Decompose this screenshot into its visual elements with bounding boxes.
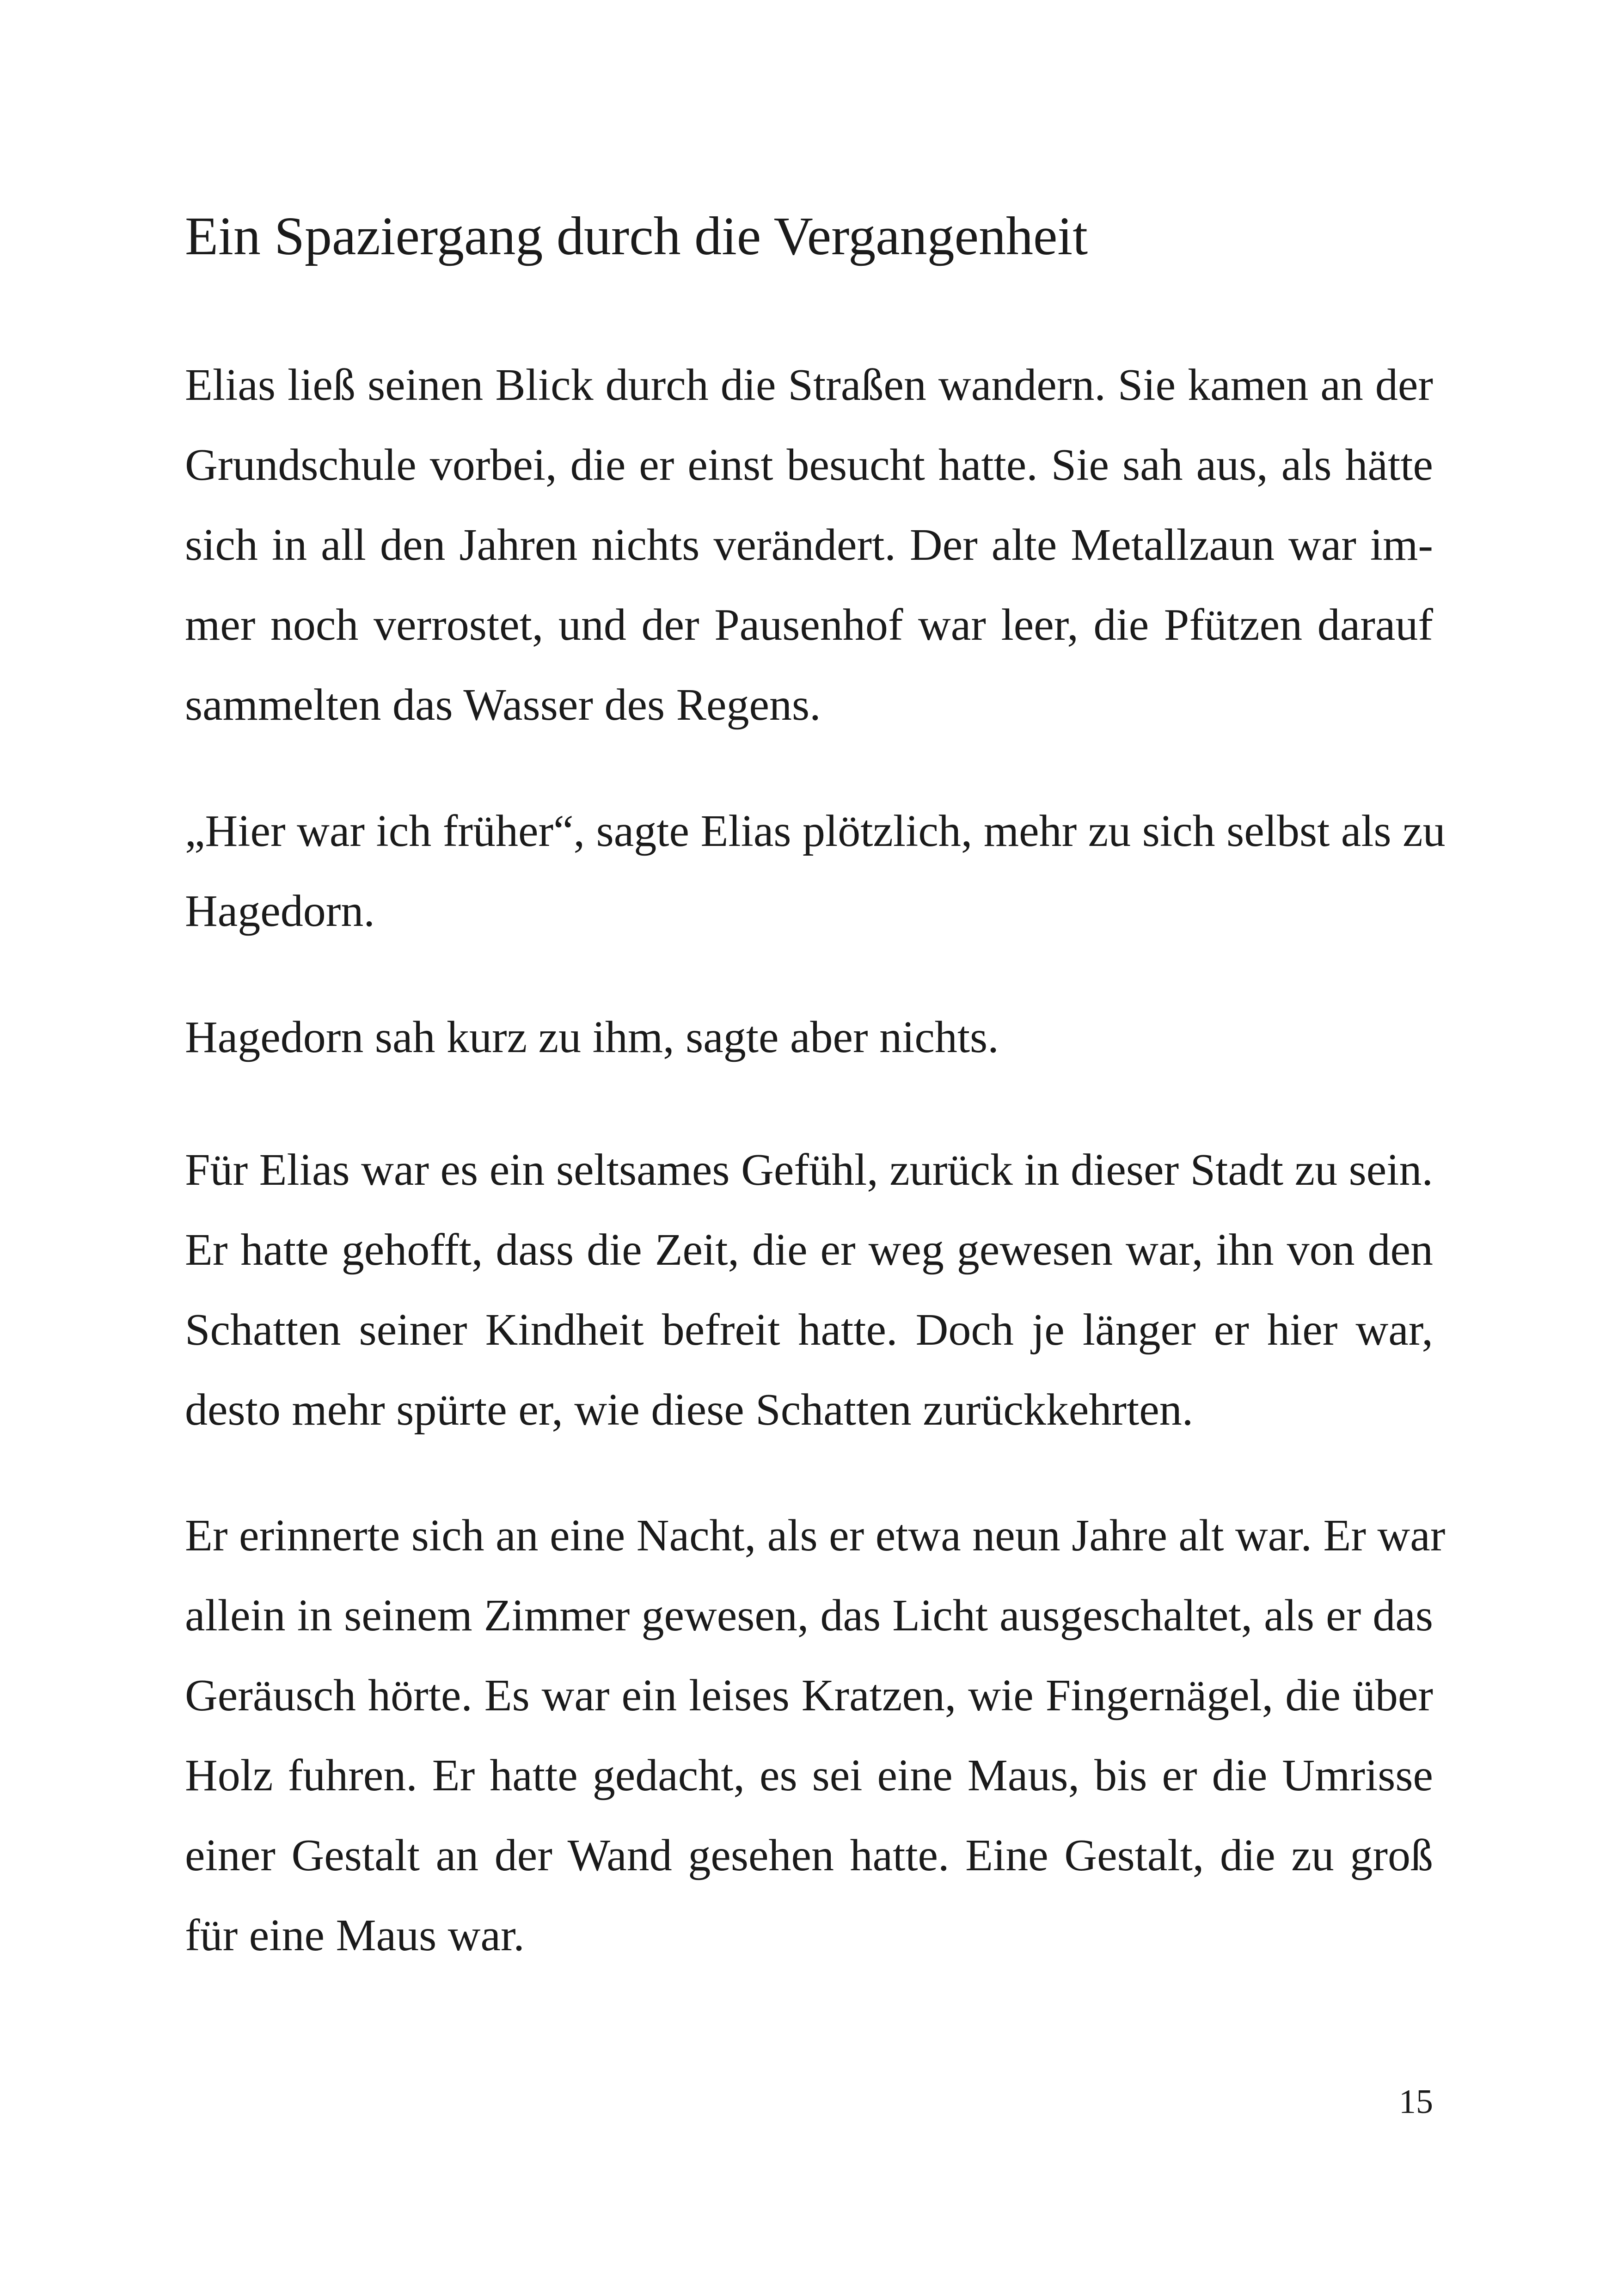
paragraph-4-line-3: Schatten seiner Kindheit befreit hatte. Doch je länger er hier war, (185, 1305, 1433, 1355)
paragraph-1-line-1: Elias ließ seinen Blick durch die Straßen wandern. Sie kamen an der (185, 360, 1433, 410)
paragraph-5-line-2: allein in seinem Zimmer gewesen, das Licht ausgeschaltet, als er das (185, 1591, 1433, 1641)
paragraph-4-line-2: Er hatte gehofft, dass die Zeit, die er weg gewesen war, ihn von den (185, 1225, 1433, 1275)
paragraph-3 (185, 998, 1433, 1078)
paragraph-1-line-2: Grundschule vorbei, die er einst besucht hatte. Sie sah aus, als hätte (185, 440, 1433, 490)
paragraph-1-line-4: mer noch verrostet, und der Pausenhof war leer, die Pfützen darauf (185, 600, 1433, 650)
paragraph-1 (185, 345, 1433, 745)
paragraph-3-line-1: Hagedorn sah kurz zu ihm, sagte aber nichts. (185, 1012, 999, 1062)
paragraph-2 (185, 791, 1446, 951)
page-number: 15 (1399, 2083, 1433, 2121)
paragraph-5-line-3: Geräusch hörte. Es war ein leises Kratzen, wie Fingernägel, die über (185, 1671, 1433, 1720)
paragraph-5 (185, 1496, 1446, 1976)
paragraph-4-line-4: desto mehr spürte er, wie diese Schatten zurückkehrten. (185, 1385, 1194, 1435)
paragraph-4-line-1: Für Elias war es ein seltsames Gefühl, zurück in dieser Stadt zu sein. (185, 1145, 1433, 1195)
paragraph-2-line-1: „Hier war ich früher“, sagte Elias plötzlich, mehr zu sich selbst als zu (185, 806, 1446, 856)
paragraph-5-line-1: Er erinnerte sich an eine Nacht, als er etwa neun Jahre alt war. Er war (185, 1511, 1446, 1561)
paragraph-4 (185, 1130, 1433, 1450)
paragraph-5-line-5: einer Gestalt an der Wand gesehen hatte. Eine Gestalt, die zu groß (185, 1831, 1433, 1880)
paragraph-5-line-6: für eine Maus war. (185, 1910, 525, 1960)
paragraph-2-line-2: Hagedorn. (185, 886, 375, 936)
paragraph-1-line-5: sammelten das Wasser des Regens. (185, 680, 821, 730)
chapter-title: Ein Spaziergang durch die Vergangenheit (185, 206, 1088, 266)
paragraph-5-line-4: Holz fuhren. Er hatte gedacht, es sei eine Maus, bis er die Umrisse (185, 1751, 1433, 1800)
paragraph-1-line-3: sich in all den Jahren nichts verändert. Der alte Metallzaun war im- (185, 520, 1433, 570)
